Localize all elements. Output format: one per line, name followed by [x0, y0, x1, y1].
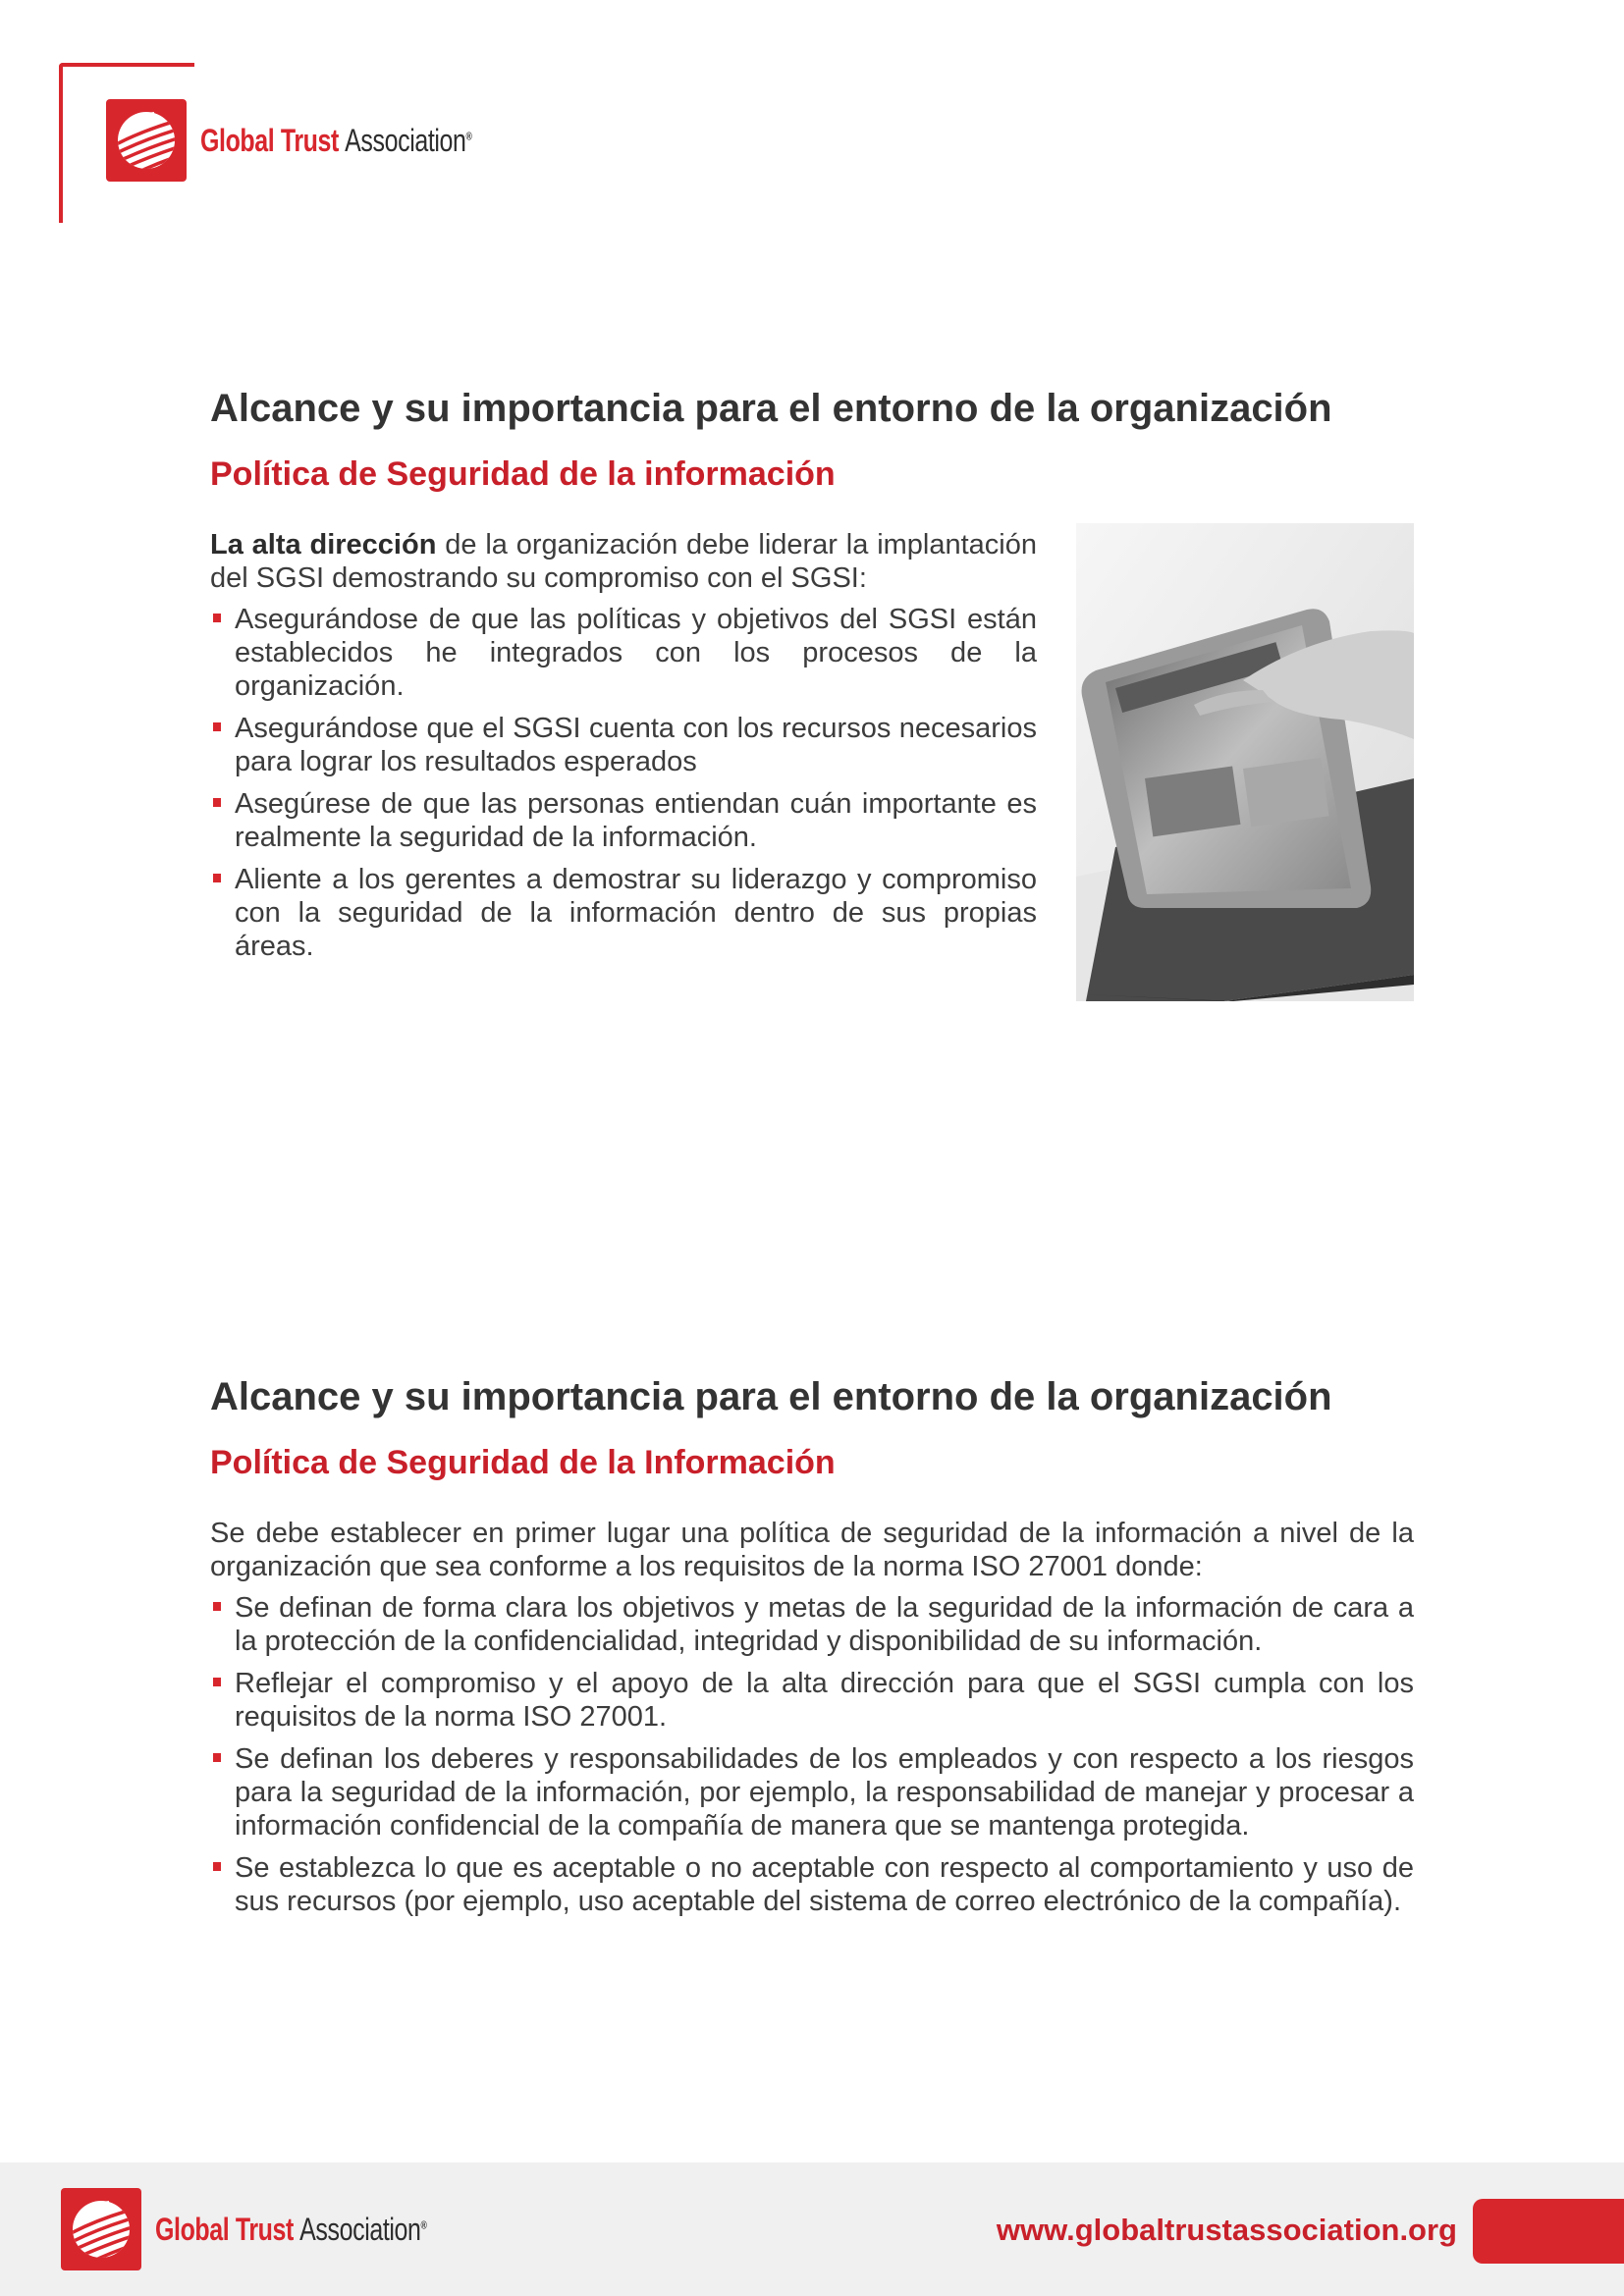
list-item: Se establezca lo que es aceptable o no aceptable con respecto al comportamiento y uso de sus recursos (por ejemplo, uso aceptable del sistema de correo electrónico de la compañía).: [210, 1851, 1414, 1918]
globe-logo-icon: [106, 99, 187, 182]
header-logo[interactable]: [106, 99, 548, 182]
section-subtitle: Política de Seguridad de la información: [210, 455, 836, 493]
globe-logo-icon: [61, 2188, 141, 2270]
logo-wordmark: [155, 2212, 426, 2248]
section-title: Alcance y su importancia para el entorno de la organización: [210, 387, 1332, 430]
logo-word-association: Association: [299, 2211, 421, 2247]
tablet-photo: [1076, 523, 1414, 1001]
bullet-list: [210, 1591, 1414, 1918]
list-item: Asegurándose que el SGSI cuenta con los recursos necesarios para lograr los resultados esperados: [210, 712, 1037, 778]
footer-accent-tab: [1473, 2199, 1624, 2264]
corner-accent-top: [59, 63, 194, 67]
intro-paragraph: Se debe establecer en primer lugar una política de seguridad de la información a nivel de la organización que sea conforme a los requisitos de la norma ISO 27001 donde:: [210, 1518, 1414, 1582]
section-policy: [210, 1371, 1428, 1927]
registered-mark: ®: [420, 2218, 427, 2231]
list-item: Reflejar el compromiso y el apoyo de la alta dirección para que el SGSI cumpla con los requisitos de la norma ISO 27001.: [210, 1667, 1414, 1734]
list-item: Se definan de forma clara los objetivos y metas de la seguridad de la información de cara a la protección de la confidencialidad, integridad y disponibilidad de su información.: [210, 1591, 1414, 1658]
section-body: [210, 528, 1037, 1001]
bullet-list: [210, 603, 1037, 963]
intro-text: de la organización debe liderar la implantación del SGSI demostrando su compromiso con el SGSI:: [210, 529, 1038, 594]
logo-wordmark: [200, 123, 471, 159]
logo-word-association: Association: [345, 122, 466, 158]
footer-logo[interactable]: [61, 2188, 503, 2270]
list-item: Asegúrese de que las personas entiendan cuán importante es realmente la seguridad de la información.: [210, 787, 1037, 854]
section-leadership: [210, 383, 1428, 1001]
corner-accent-left: [59, 63, 63, 223]
website-link[interactable]: www.globaltrustassociation.org: [996, 2213, 1457, 2247]
registered-mark: ®: [465, 130, 472, 142]
section-subtitle: Política de Seguridad de la Información: [210, 1444, 836, 1481]
list-item: Aliente a los gerentes a demostrar su liderazgo y compromiso con la seguridad de la información dentro de sus propias áreas.: [210, 863, 1037, 963]
list-item: Asegurándose de que las políticas y objetivos del SGSI están establecidos he integrados con los procesos de la organización.: [210, 603, 1037, 703]
logo-word-global-trust: Global Trust: [200, 122, 339, 158]
intro-bold: La alta dirección: [210, 529, 437, 561]
intro-paragraph: [210, 528, 1037, 595]
list-item: Se definan los deberes y responsabilidades de los empleados y con respecto a los riesgos para la seguridad de la información, por ejemplo, la responsabilidad de manejar y procesar a información confidencial de la compañía de manera que se mantenga protegida.: [210, 1742, 1414, 1842]
section-body: [210, 1517, 1414, 1918]
logo-word-global-trust: Global Trust: [155, 2211, 294, 2247]
section-title: Alcance y su importancia para el entorno de la organización: [210, 1375, 1332, 1418]
